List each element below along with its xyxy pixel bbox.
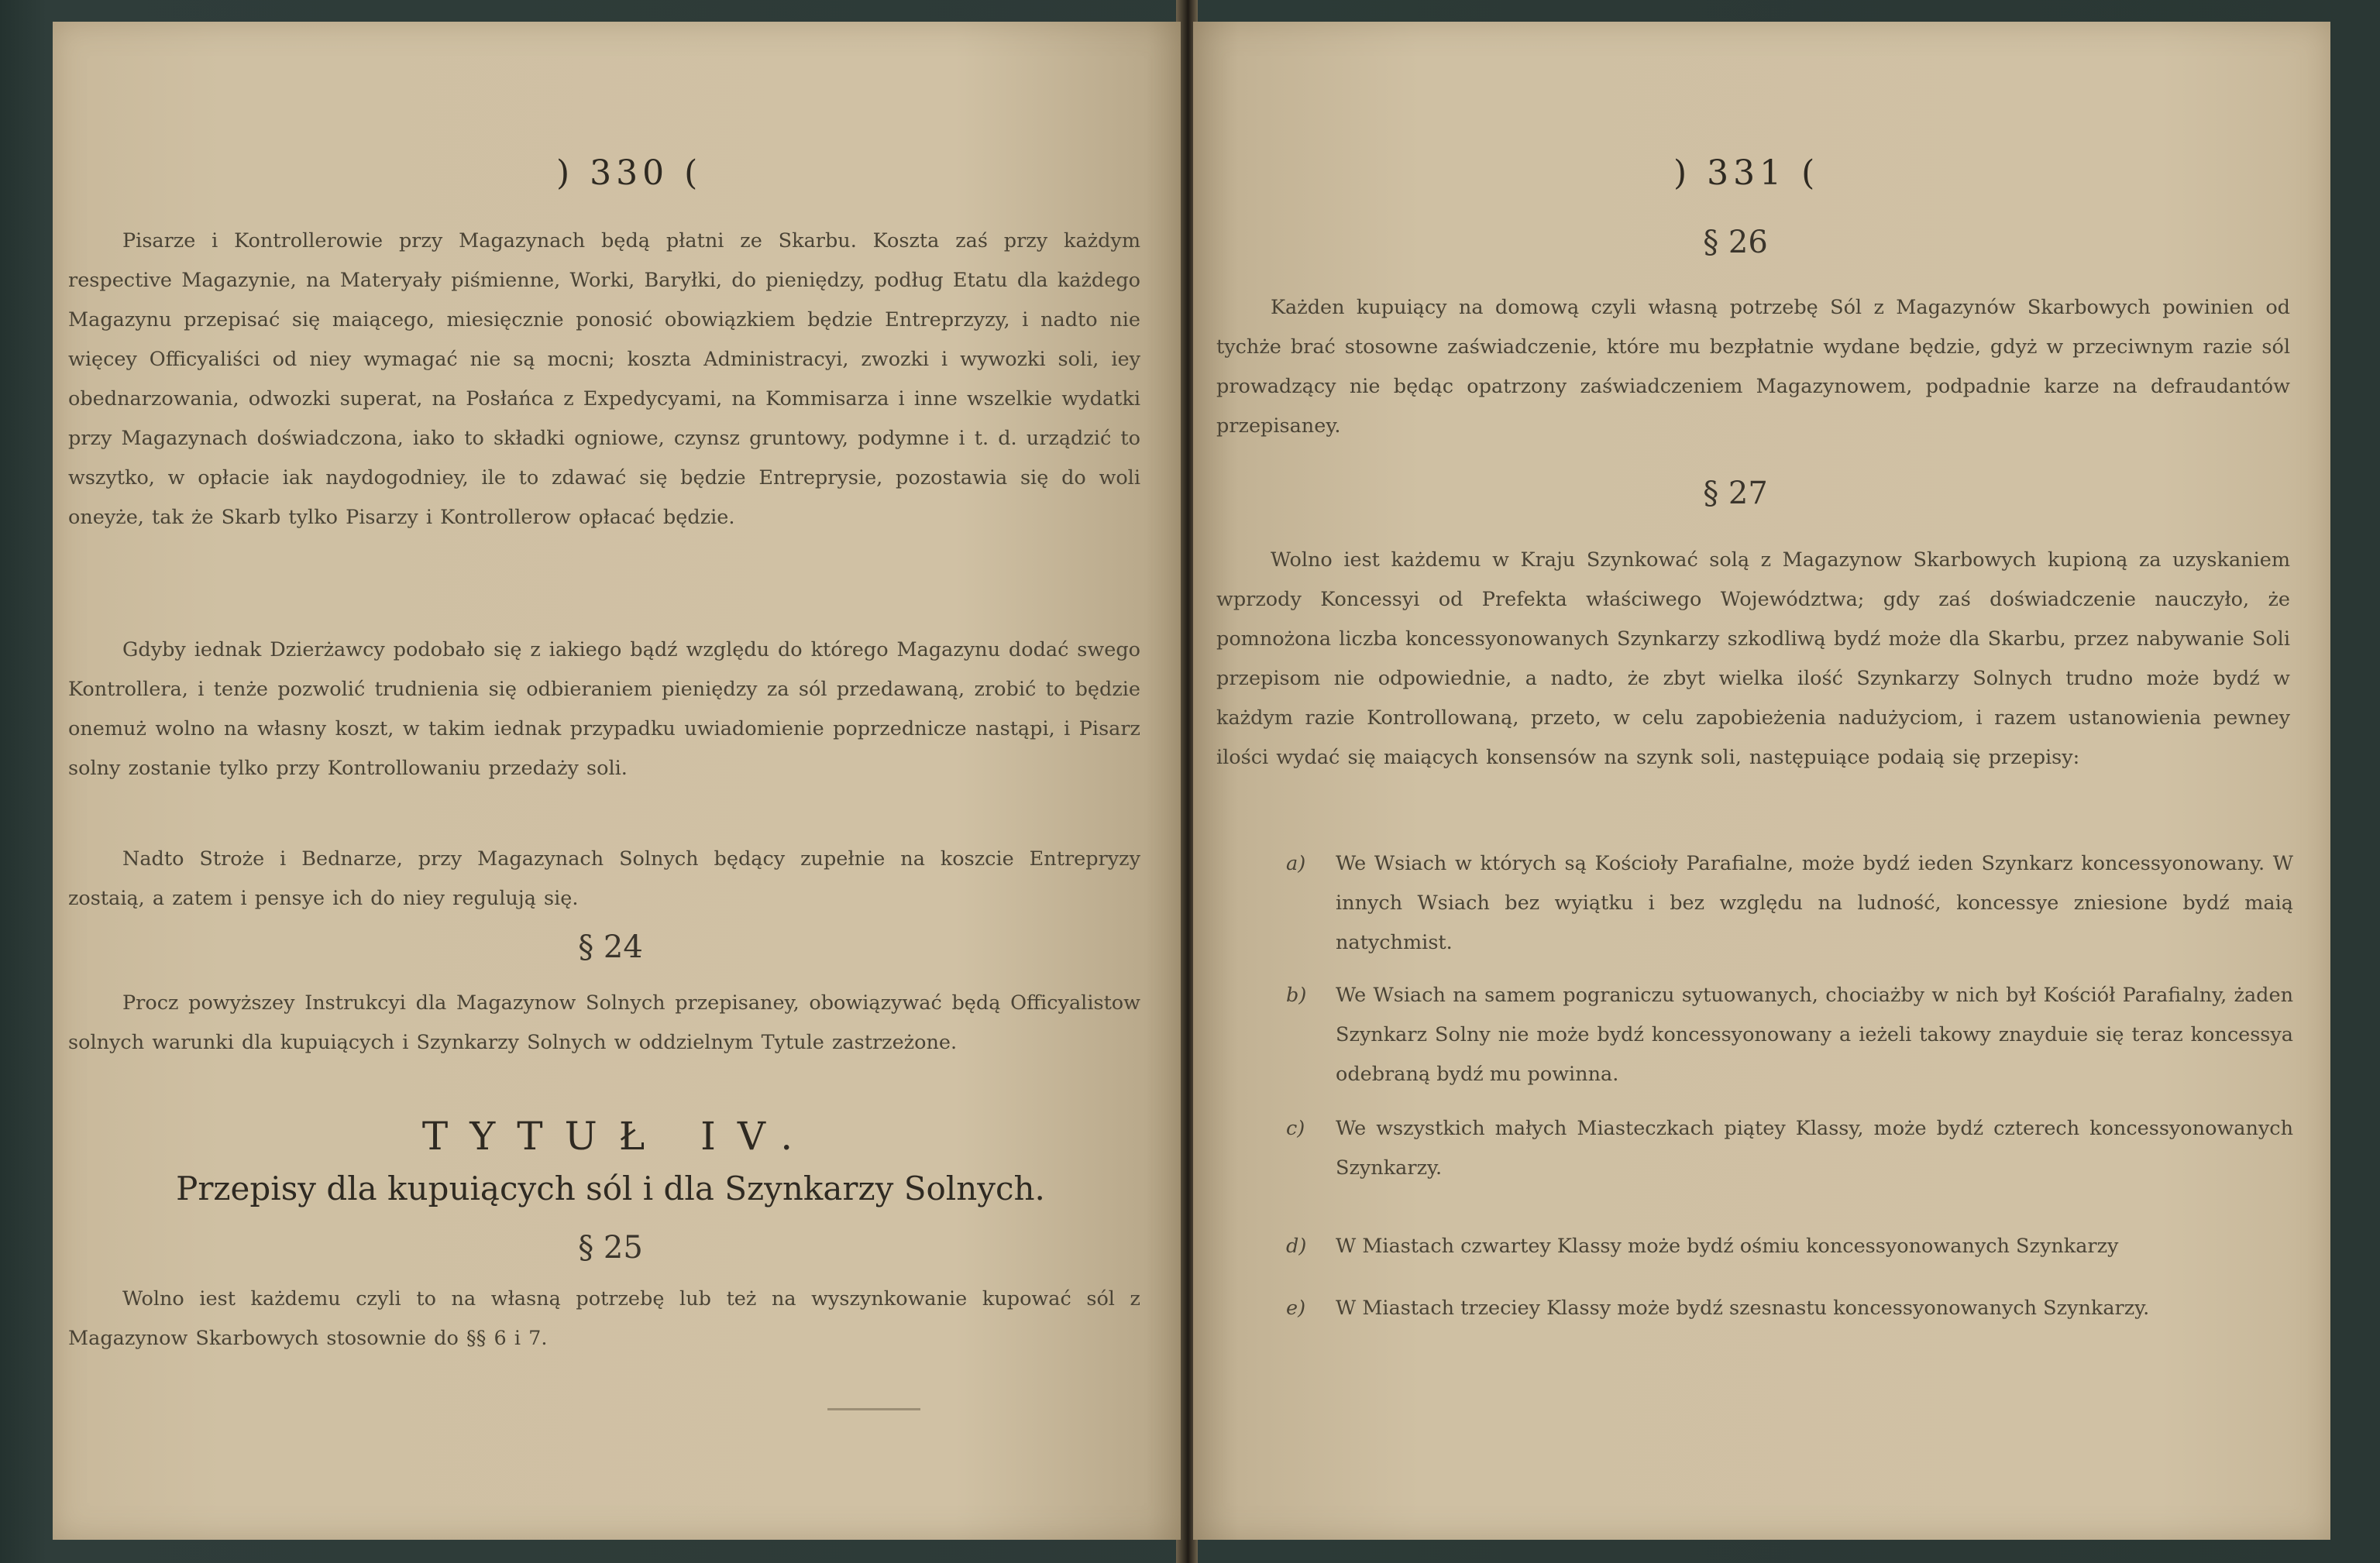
list-item-marker: a) (1286, 852, 1306, 875)
list-item-text: We Wsiach w których są Kościoły Parafialne, może bydź ieden Szynkarz koncessyonowany. W innych Wsiach bez wyiątku i bez względu na ludność, koncessye zniesione bydź maią natychmist. (1336, 852, 2293, 954)
list-item-marker: d) (1286, 1235, 1307, 1258)
list-item-text: W Miastach czwartey Klassy może bydź ośmiu koncessyonowanych Szynkarzy (1336, 1235, 2119, 1258)
paragraph-section-25: Wolno iest każdemu czyli to na własną potrzebę lub też na wyszynkowanie kupować sól z Magazynow Skarbowych stosownie do §§ 6 i 7. (68, 1287, 1140, 1350)
list-item-d (1286, 1227, 2293, 1266)
section-25: § 25 (578, 1230, 643, 1266)
paragraph-guards: Nadto Stroże i Bednarze, przy Magazynach Solnych będący zupełnie na koszcie Entrepryzy zostaią, a zatem i pensye ich do niey regulują się. (68, 847, 1140, 910)
paragraph-section-24: Procz powyższey Instrukcyi dla Magazynow Solnych przepisaney, obowiązywać będą Officyalistow solnych warunki dla kupuiących i Szynkarzy Solnych w oddzielnym Tytule zastrzeżone. (68, 991, 1140, 1054)
paragraph-officials-pay: Pisarze i Kontrollerowie przy Magazynach będą płatni ze Skarbu. Koszta zaś przy każdym respective Magazynie, na Materyały piśmienne, Worki, Baryłki, do pieniędzy, podług Etatu dla każdego Magazynu przepisać się maiącego, miesięcznie ponosić obowiązkiem będzie Entreprzyzy, i nadto nie więcey Officyaliści od niey wymagać nie są mocni; koszta Administracyi, zwozki i wywozki soli, iey obednarzowania, odwozki superat, na Posłańca z Expedycyami, na Kommisarza i inne wszelkie wydatki przy Magazynach doświadczona, iako to składki ogniowe, czynsz gruntowy, podymne i t. d. urządzić to wszytko, w opłacie iak naydogodniey, ile to zdawać się będzie Entreprysie, pozostawia się do woli oneyże, tak że Skarb tylko Pisarzy i Kontrollerow opłacać będzie. (68, 229, 1140, 529)
list-item-text: We Wsiach na samem pograniczu sytuowanych, chociażby w nich był Kościół Parafialny, żaden Szynkarz Solny nie może bydź koncessyonowany a ieżeli takowy znayduie się teraz koncessya odebraną bydź mu powinna. (1336, 984, 2293, 1086)
section-24: § 24 (578, 929, 643, 965)
list-item-a (1286, 844, 2293, 963)
list-item-marker: b) (1286, 984, 1307, 1007)
section-26: § 26 (1703, 225, 1768, 260)
list-item-marker: e) (1286, 1297, 1306, 1320)
paragraph-section-27: Wolno iest każdemu w Kraju Szynkować solą z Magazynow Skarbowych kupioną za uzyskaniem wprzody Koncessyi od Prefekta właściwego Województwa; gdy zaś doświadczenie nauczyło, że pomnożona liczba koncessyonowanych Szynkarzy szkodliwą bydź może dla Skarbu, przez nabywanie Soli przepisom nie odpowiednie, a nadto, że zbyt wielka ilość Szynkarzy Solnych trudno może bydź w każdym razie Kontrollowaną, przeto, w celu zapobieżenia nadużyciom, i razem ustanowienia pewney ilości wydać się maiących konsensów na szynk soli, następuiące podaią się przepisy: (1216, 548, 2290, 769)
list-item-c (1286, 1109, 2293, 1188)
right-page (1193, 22, 2330, 1540)
page-number-331: ) 331 ( (1673, 153, 1820, 193)
title-tytul-iv: TYTUŁ IV. (421, 1114, 815, 1159)
section-27: § 27 (1703, 476, 1768, 511)
list-item-b (1286, 976, 2293, 1094)
paragraph-controller: Gdyby iednak Dzierżawcy podobało się z iakiego bądź względu do którego Magazynu dodać swego Kontrollera, i tenże pozwolić trudnienia się odbieraniem pieniędzy za sól przedawaną, zrobić to będzie onemuż wolno na własny koszt, w takim iednak przypadku uwiadomienie poprzednicze nastąpi, i Pisarz solny zostanie tylko przy Kontrollowaniu przedaży soli. (68, 638, 1140, 780)
left-page (53, 22, 1181, 1540)
page-ornament (827, 1408, 920, 1410)
page-number-330: ) 330 ( (556, 153, 703, 193)
paragraph-section-26: Każden kupuiący na domową czyli własną potrzebę Sól z Magazynów Skarbowych powinien od tychże brać stosowne zaświadczenie, które mu bezpłatnie wydane będzie, gdyż w przeciwnym razie sól prowadzący nie będąc opatrzony zaświadczeniem Magazynowem, podpadnie karze na defraudantów przepisaney. (1216, 296, 2290, 438)
subtitle-salt-rules: Przepisy dla kupuiących sól i dla Szynkarzy Solnych. (176, 1170, 1045, 1207)
list-item-text: W Miastach trzeciey Klassy może bydź szesnastu koncessyonowanych Szynkarzy. (1336, 1297, 2150, 1320)
list-item-e (1286, 1289, 2293, 1328)
list-item-marker: c) (1286, 1117, 1305, 1140)
list-item-text: We wszystkich małych Miasteczkach piątey Klassy, może bydź czterech koncessyonowanych Szynkarzy. (1336, 1117, 2293, 1180)
